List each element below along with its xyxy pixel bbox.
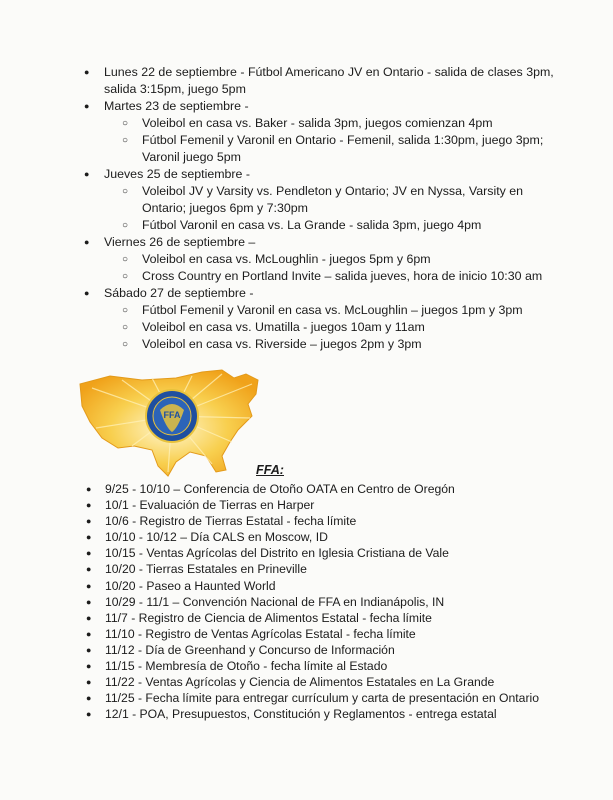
event-item: ○ Cross Country en Portland Invite – salida jueves, hora de inicio 10:30 am [122, 268, 554, 285]
event-item: ○ Fútbol Varonil en casa vs. La Grande - salida 3pm, juego 4pm [122, 217, 554, 234]
schedule-day [84, 234, 554, 285]
schedule-day [84, 166, 554, 234]
ffa-item: ● 10/10 - 10/12 – Día CALS en Moscow, ID [86, 529, 556, 545]
ffa-seal-text: FFA [163, 410, 181, 420]
day-heading: Viernes 26 de septiembre – [104, 235, 256, 249]
ffa-item: ● 10/1 - Evaluación de Tierras en Harper [86, 497, 556, 513]
ffa-item: ● 10/15 - Ventas Agrícolas del Distrito en Iglesia Cristiana de Vale [86, 545, 556, 561]
ffa-section-title: FFA: [256, 463, 284, 477]
ffa-item: ● 11/12 - Día de Greenhand y Concurso de Información [86, 642, 556, 658]
event-item: ○ Voleibol JV y Varsity vs. Pendleton y Ontario; JV en Nyssa, Varsity en Ontario; juegos 6pm y 7:30pm [122, 183, 554, 217]
day-heading: Jueves 25 de septiembre - [104, 167, 251, 181]
ffa-item: ● 9/25 - 10/10 – Conferencia de Otoño OATA en Centro de Oregón [86, 481, 556, 497]
ffa-item: ● 10/20 - Tierras Estatales en Prineville [86, 561, 556, 577]
ffa-item: ● 12/1 - POA, Presupuestos, Constitución y Reglamentos - entrega estatal [86, 706, 556, 722]
event-item: ○ Fútbol Femenil y Varonil en casa vs. McLoughlin – juegos 1pm y 3pm [122, 302, 554, 319]
event-item: ○ Voleibol en casa vs. Baker - salida 3pm, juegos comienzan 4pm [122, 115, 554, 132]
event-item: ○ Voleibol en casa vs. McLoughlin - juegos 5pm y 6pm [122, 251, 554, 268]
ffa-item: ● 11/7 - Registro de Ciencia de Alimentos Estatal - fecha límite [86, 610, 556, 626]
day-heading: Sábado 27 de septiembre - [104, 286, 254, 300]
ffa-item: ● 10/6 - Registro de Tierras Estatal - fecha límite [86, 513, 556, 529]
day-heading: Lunes 22 de septiembre - Fútbol Americano JV en Ontario - salida de clases 3pm, salida 3:15pm, juego 5pm [104, 65, 554, 96]
ffa-item: ● 10/29 - 11/1 – Convención Nacional de FFA en Indianápolis, IN [86, 594, 556, 610]
event-list [104, 251, 554, 285]
event-item: ○ Voleibol en casa vs. Umatilla - juegos 10am y 11am [122, 319, 554, 336]
event-list [104, 302, 554, 353]
ffa-event-list [86, 481, 556, 722]
ffa-seal [146, 390, 198, 442]
ffa-item: ● 11/15 - Membresía de Otoño - fecha límite al Estado [86, 658, 556, 674]
schedule-day [84, 98, 554, 166]
event-list [104, 183, 554, 234]
ffa-emblem-map [72, 358, 272, 478]
ffa-item: ● 11/22 - Ventas Agrícolas y Ciencia de Alimentos Estatales en La Grande [86, 674, 556, 690]
event-item: ○ Voleibol en casa vs. Riverside – juegos 2pm y 3pm [122, 336, 554, 353]
ffa-item: ● 11/25 - Fecha límite para entregar currículum y carta de presentación en Ontario [86, 690, 556, 706]
schedule-day [84, 285, 554, 353]
schedule-day [84, 64, 554, 98]
event-list [104, 115, 554, 166]
event-item: ○ Fútbol Femenil y Varonil en Ontario - Femenil, salida 1:30pm, juego 3pm; Varonil juego 5pm [122, 132, 554, 166]
sports-schedule [84, 64, 554, 353]
day-heading: Martes 23 de septiembre - [104, 99, 249, 113]
ffa-item: ● 11/10 - Registro de Ventas Agrícolas Estatal - fecha límite [86, 626, 556, 642]
ffa-item: ● 10/20 - Paseo a Haunted World [86, 578, 556, 594]
